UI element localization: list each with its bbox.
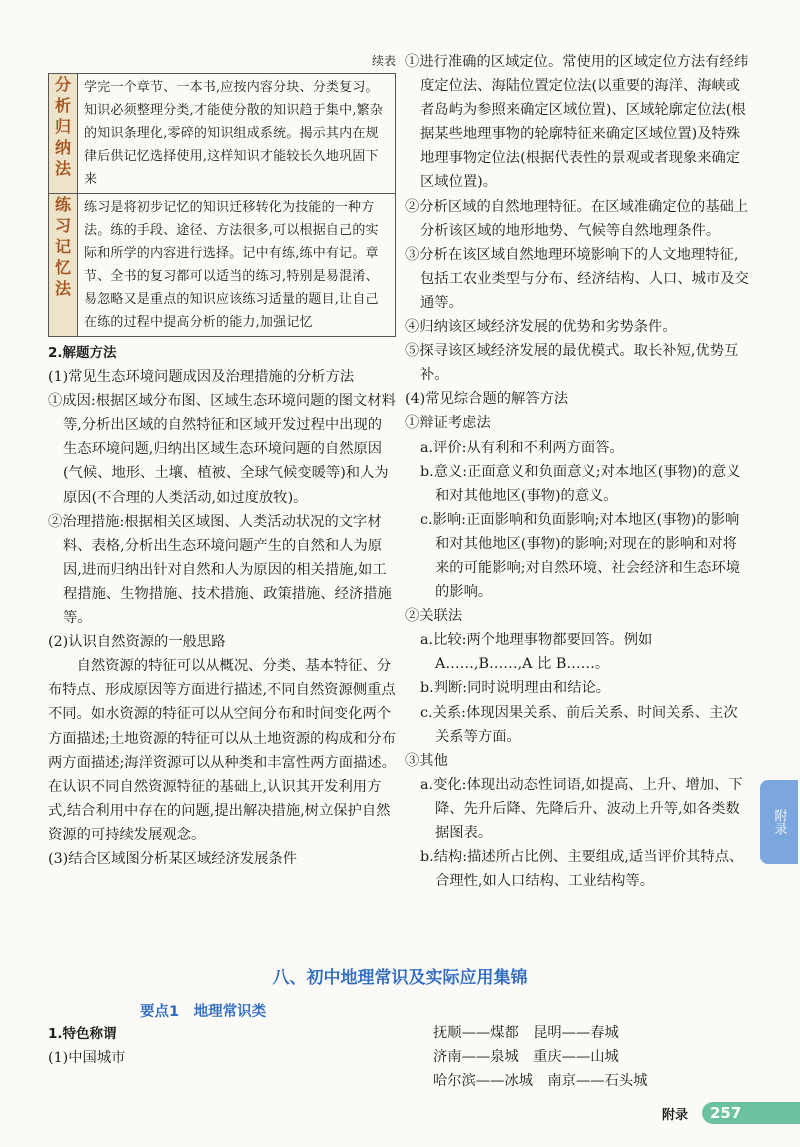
list-item: ①进行准确的区域定位。常使用的区域定位方法有经纬度定位法、海陆位置定位法(以重要的海洋、海峡或者岛屿为参照来确定区域位置)、区域轮廓定位法(根据某些地理事物的轮廓特征来确定区域位置)及特殊地理事物定位法(根据代表性的景观或者现象来确定区域位置)。 xyxy=(405,54,749,191)
footer-label: 附录 xyxy=(662,1108,689,1123)
list-item: ②分析区域的自然地理特征。在区域准确定位的基础上分析该区域的地形地势、气候等自然地理条件。 xyxy=(405,198,749,239)
row-label: 分 析 归 纳 法 xyxy=(49,74,78,194)
list-item: 济南——泉城 重庆——山城 xyxy=(433,1049,619,1066)
table-row xyxy=(49,194,396,337)
table-row xyxy=(49,74,396,194)
section-heading: 1.特色称谓 xyxy=(48,1026,117,1042)
list-item: c.关系:体现因果关系、前后关系、时间关系、主次关系等方面。 xyxy=(420,704,738,745)
row-text: 练习是将初步记忆的知识迁移转化为技能的一种方法。练的手段、途径、方法很多,可以根据自己的实际和所学的内容进行选择。记中有练,练中有记。章节、全书的复习都可以适当的练习,特别是易混淆、易忽略又是重点的知识应该练习适量的题目,让自己在练的过程中提高分析的能力,加强记忆 xyxy=(78,194,396,337)
appendix-tab[interactable]: 附录 xyxy=(760,780,798,864)
row-text: 学完一个章节、一本书,应按内容分块、分类复习。知识必须整理分类,才能使分散的知识趋于集中,繁杂的知识条理化,零碎的知识组成系统。揭示其内在规律后供记忆选择使用,这样知识才能较长久地巩固下来 xyxy=(78,74,396,194)
list-item: a.比较:两个地理事物都要回答。例如 A……,B……,A 比 B……。 xyxy=(420,632,653,673)
subheading: (1)中国城市 xyxy=(48,1050,126,1067)
cities-intro xyxy=(48,1022,396,1070)
list-item: ②治理措施:根据相关区域图、人类活动状况的文字材料、表格,分析出生态环境问题产生的自然和人为原因,进而归纳出针对自然和人为原因的相关措施,如工程措施、生物措施、技术措施、政策措施、经济措施等。 xyxy=(48,513,392,627)
analysis-steps xyxy=(405,50,750,893)
list-item: 抚顺——煤都 昆明——春城 xyxy=(433,1025,619,1041)
list-item: ④归纳该区域经济发展的优势和劣势条件。 xyxy=(405,319,677,336)
method-title: ②关联法 xyxy=(405,608,463,625)
subheading: (3)结合区域图分析某区域经济发展条件 xyxy=(48,850,297,867)
subheading: (4)常见综合题的解答方法 xyxy=(405,391,569,408)
memory-methods-table xyxy=(48,73,396,337)
list-item: a.评价:从有利和不利两方面答。 xyxy=(420,439,624,456)
list-item: b.判断:同时说明理由和结论。 xyxy=(420,680,611,697)
continued-label: 续表 xyxy=(371,54,396,68)
method-title: ③其他 xyxy=(405,752,448,769)
list-item: ③分析在该区域自然地理环境影响下的人文地理特征,包括工农业类型与分布、经济结构、人口、城市及交通等。 xyxy=(405,246,749,311)
list-item: ①成因:根据区域分布图、区域生态环境问题的图文材料等,分析出区域的自然特征和区域开发过程中出现的生态环境问题,归纳出区域生态环境问题的自然原因(气候、地形、土壤、植被、全球气候变暖等)和人为原因(不合理的人类活动,如过度放牧)。 xyxy=(48,393,396,506)
list-item: c.影响:正面影响和负面影响;对本地区(事物)的影响和对其他地区(事物)的影响;对现在的影响和对将来的可能影响;对自然环境、社会经济和生态环境的影响。 xyxy=(420,511,741,601)
subheading: (2)认识自然资源的一般思路 xyxy=(48,634,226,651)
page-number: 257 xyxy=(702,1102,800,1124)
list-item: 哈尔滨——冰城 南京——石头城 xyxy=(433,1073,648,1090)
list-item: b.结构:描述所占比例、主要组成,适当评价其特点、合理性,如人口结构、工业结构等。 xyxy=(420,849,744,890)
city-nicknames xyxy=(433,1021,763,1093)
list-item: b.意义:正面意义和负面意义;对本地区(事物)的意义和对其他地区(事物)的意义。 xyxy=(420,463,741,504)
list-item: ⑤探寻该区域经济发展的最优模式。取长补短,优势互补。 xyxy=(405,343,739,384)
section-title: 八、初中地理常识及实际应用集锦 xyxy=(272,968,528,988)
solving-methods xyxy=(48,341,396,871)
subsection-title: 要点1 地理常识类 xyxy=(140,1004,267,1020)
section-heading: 2.解题方法 xyxy=(48,345,117,361)
row-label: 练 习 记 忆 法 xyxy=(49,194,78,337)
paragraph: 自然资源的特征可以从概况、分类、基本特征、分布特点、形成原因等方面进行描述,不同自然资源侧重点不同。如水资源的特征可以从空间分布和时间变化两个方面描述;土地资源的特征可以从土地资源的构成和分布两方面描述;海洋资源可以从种类和丰富性两方面描述。在认识不同自然资源特征的基础上,认识其开发利用方式,结合利用中存在的问题,提出解决措施,树立保护自然资源的可持续发展观念。 xyxy=(48,658,396,843)
subheading: (1)常见生态环境问题成因及治理措施的分析方法 xyxy=(48,369,355,386)
list-item: a.变化:体现出动态性词语,如提高、上升、增加、下降、先升后降、先降后升、波动上升等,如各类数据图表。 xyxy=(420,776,743,841)
method-title: ①辩证考虑法 xyxy=(405,415,491,432)
